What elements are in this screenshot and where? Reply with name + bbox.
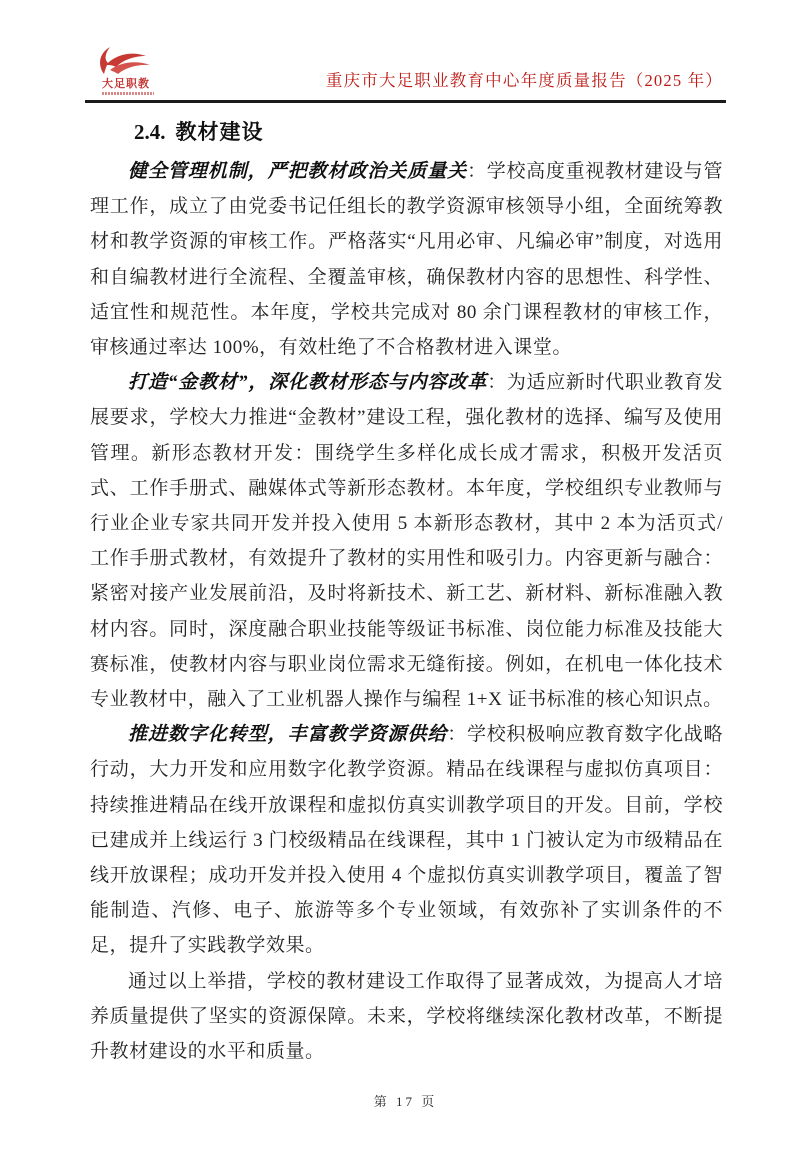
paragraph-lead: 推进数字化转型，丰富教学资源供给: [128, 724, 448, 746]
page-header: [90, 0, 723, 97]
header-rule: [85, 100, 726, 103]
logo-text: 大足职教: [102, 78, 150, 90]
paragraph-lead: 健全管理机制，严把教材政治关质量关: [128, 161, 468, 182]
logo-subtext-line: [102, 92, 154, 95]
section-title: 教材建设: [175, 120, 264, 144]
report-title: 重庆市大足职业教育中心年度质量报告（2025 年）: [325, 71, 723, 90]
body-paragraph: 通过以上举措，学校的教材建设工作取得了显著成效，为提高人才培养质量提供了坚实的资源保障。未来，学校将继续深化教材改革，不断提升教材建设的水平和质量。: [90, 970, 723, 1063]
school-logo: [90, 44, 172, 97]
section-number: 2.4.: [134, 120, 166, 144]
section-heading: [134, 116, 723, 146]
paragraphs: [90, 154, 723, 1069]
body-paragraph: 打造“金教材”，深化教材形态与内容改革：为适应新时代职业教育发展要求，学校大力推进“金教材”建设工程，强化教材的选择、编写及使用管理。新形态教材开发：围绕学生多样化成长成才需求，积极开发活页式、工作手册式、融媒体式等新形态教材。本年度，学校组织专业教师与行业企业专家共同开发并投入使用 5 本新形态教材，其中 2 本为活页式/工作手册式教材，有效提升了教材的实用性和吸引力。内容更新与融合：紧密对接产业发展前沿，及时将新技术、新工艺、新材料、新标准融入教材内容。同时，深度融合职业技能等级证书标准、岗位能力标准及技能大赛标准，使教材内容与职业岗位需求无缝衔接。例如，在机电一体化技术专业教材中，融入了工业机器人操作与编程 1+X 证书标准的核心知识点。: [90, 372, 724, 711]
body-paragraph: 健全管理机制，严把教材政治关质量关：学校高度重视教材建设与管理工作，成立了由党委书记任组长的教学资源审核领导小组，全面统筹教材和教学资源的审核工作。严格落实“凡用必审、凡编必审”制度，对选用和自编教材进行全流程、全覆盖审核，确保教材内容的思想性、科学性、适宜性和规范性。本年度，学校共完成对 80 余门课程教材的审核工作，审核通过率达 100%，有效杜绝了不合格教材进入课堂。: [90, 161, 723, 359]
document-content: [90, 116, 723, 1069]
page-number: 第 17 页: [373, 1094, 438, 1109]
body-paragraph: 推进数字化转型，丰富教学资源供给：学校积极响应教育数字化战略行动，大力开发和应用数字化教学资源。精品在线课程与虚拟仿真项目：持续推进精品在线开放课程和虚拟仿真实训教学项目的开发。目前，学校已建成并上线运行 3 门校级精品在线课程，其中 1 门被认定为市级精品在线开放课程；成功开发并投入使用 4 个虚拟仿真实训教学项目，覆盖了智能制造、汽修、电子、旅游等多个专业领域，有效弥补了实训条件的不足，提升了实践教学效果。: [90, 724, 723, 957]
page-footer: [0, 1091, 811, 1110]
paragraph-lead: 打造“金教材”，深化教材形态与内容改革: [128, 372, 488, 394]
phoenix-logo-icon: [90, 44, 164, 78]
